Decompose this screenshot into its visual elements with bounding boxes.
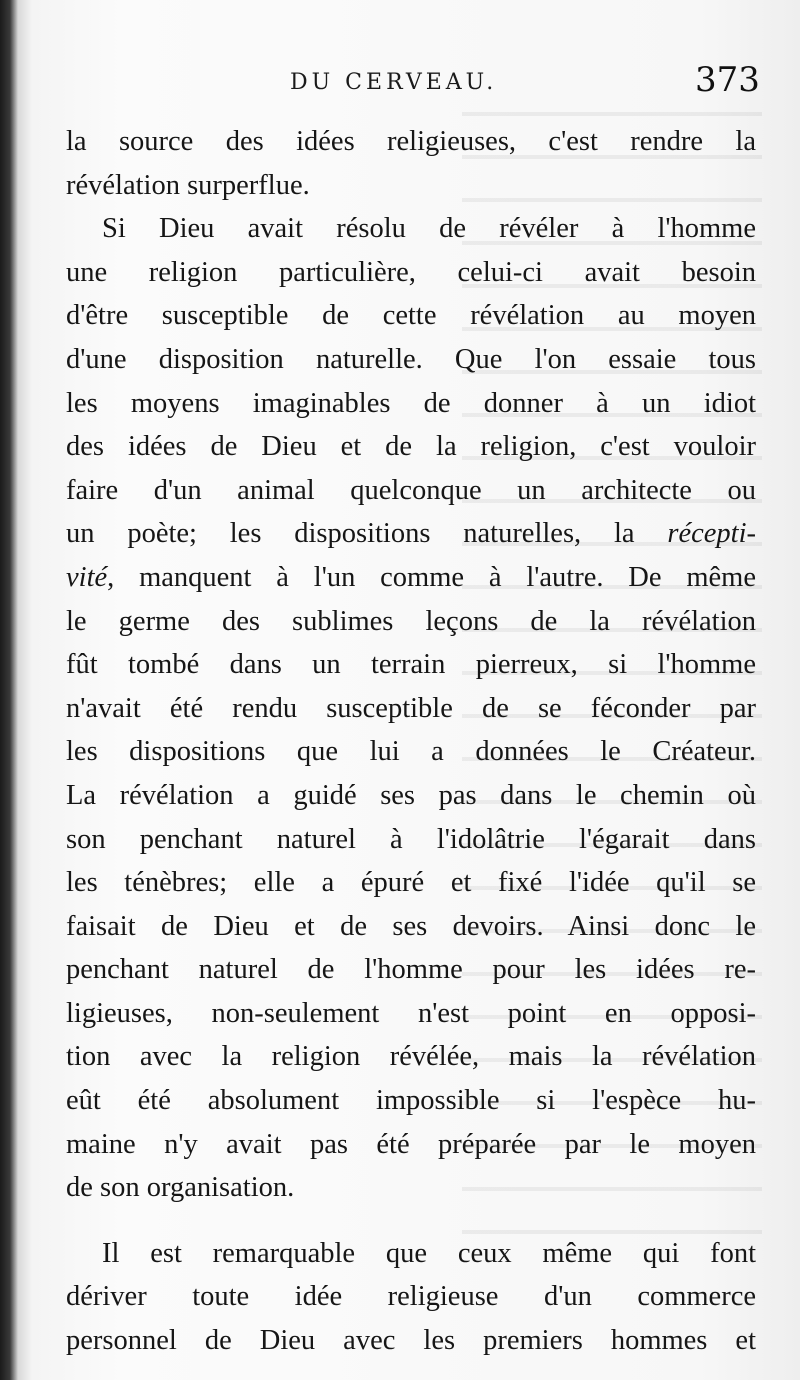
text-line: d'une disposition naturelle. Que l'on essaie tous <box>66 343 756 375</box>
body-text <box>66 120 756 1363</box>
text-line: personnel de Dieu avec les premiers hommes et <box>66 1325 756 1357</box>
text-line: d'être susceptible de cette révélation au moyen <box>66 300 756 332</box>
text-line: maine n'y avait pas été préparée par le moyen <box>66 1128 756 1160</box>
text-line: le germe des sublimes leçons de la révélation <box>66 605 756 637</box>
text-line-with-italic <box>66 556 756 600</box>
text-line: La révélation a guidé ses pas dans le chemin où <box>66 779 756 811</box>
running-head: DU CERVEAU. <box>290 70 498 95</box>
paragraph-gap <box>66 1210 756 1232</box>
text-line: tion avec la religion révélée, mais la révélation <box>66 1041 756 1073</box>
text-line: les ténèbres; elle a épuré et fixé l'idée qu'il se <box>66 867 756 899</box>
text-line: faisait de Dieu et de ses devoirs. Ainsi donc le <box>66 910 756 942</box>
text-line: les moyens imaginables de donner à un idiot <box>66 387 756 419</box>
text-line: révélation surperflue. <box>66 169 310 201</box>
line-segment: , manquent à l'un comme à l'autre. De même <box>107 561 756 593</box>
line-segment: un poète; les dispositions naturelles, la <box>66 518 668 550</box>
text-line: Il est remarquable que ceux même qui font <box>102 1237 756 1269</box>
text-line: n'avait été rendu susceptible de se féconder par <box>66 692 756 724</box>
text-line: la source des idées religieuses, c'est rendre la <box>66 126 756 157</box>
text-line: Si Dieu avait résolu de révéler à l'homme <box>102 213 756 245</box>
text-line: une religion particulière, celui-ci avait besoin <box>66 256 756 288</box>
text-line: ligieuses, non-seulement n'est point en opposi- <box>66 997 756 1029</box>
italic-word: vité <box>66 561 108 593</box>
text-line: dériver toute idée religieuse d'un commerce <box>66 1281 756 1313</box>
text-line: eût été absolument impossible si l'espèce hu- <box>66 1085 756 1117</box>
text-line-with-italic <box>66 512 756 556</box>
text-line: de son organisation. <box>66 1172 295 1204</box>
text-line: les dispositions que lui a données le Créateur. <box>66 736 756 768</box>
text-line: faire d'un animal quelconque un architecte ou <box>66 474 756 506</box>
page-number: 373 <box>695 60 760 100</box>
text-line: son penchant naturel à l'idolâtrie l'égarait dans <box>66 823 756 855</box>
text-line: penchant naturel de l'homme pour les idées re- <box>66 954 756 986</box>
text-line: fût tombé dans un terrain pierreux, si l'homme <box>66 649 756 681</box>
italic-word: récepti- <box>667 518 756 550</box>
text-line: des idées de Dieu et de la religion, c'est vouloir <box>66 431 756 463</box>
